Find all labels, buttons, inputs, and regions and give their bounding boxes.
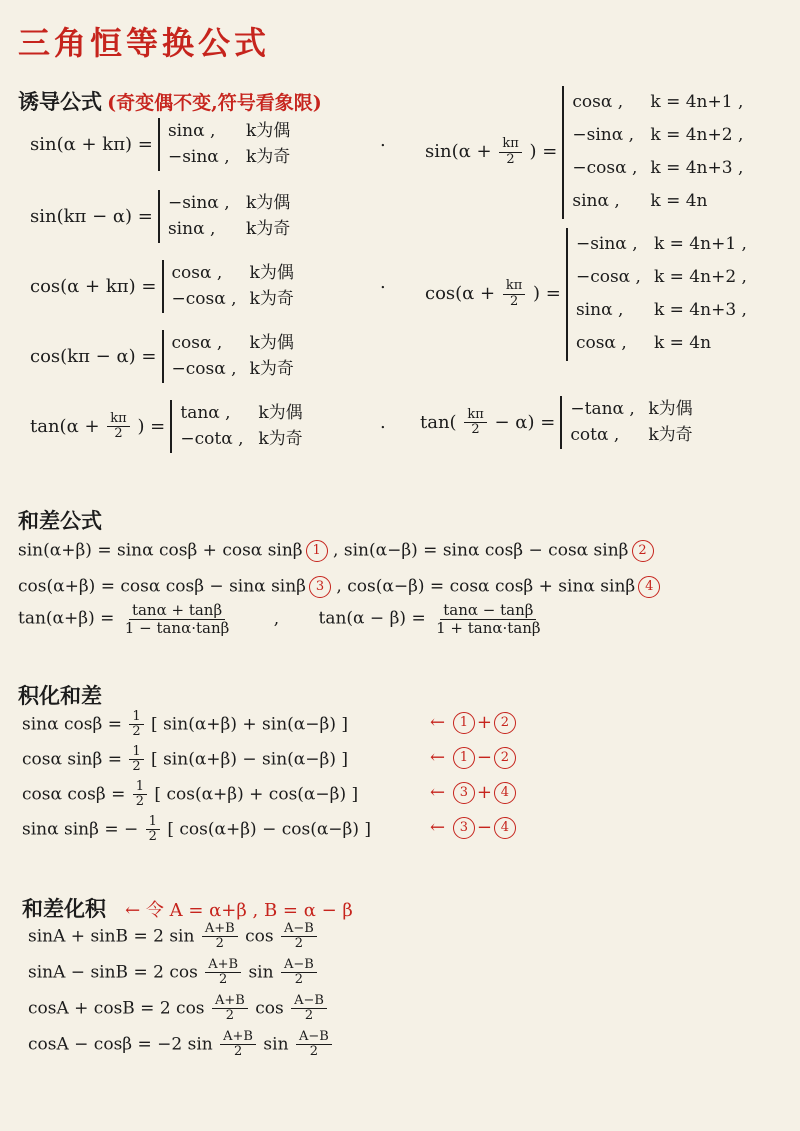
circled-number: 3: [453, 782, 475, 804]
fraction: [146, 815, 160, 845]
page-title: 三角恒等换公式: [18, 24, 271, 62]
case-brace: [562, 86, 743, 219]
fraction: [433, 602, 543, 636]
case-condition: k为偶: [245, 121, 291, 141]
case-condition: k = 4n+2 ,: [653, 267, 747, 288]
denominator: 1 + tanα·tanβ: [436, 618, 541, 637]
formula-lhs: cosα cosβ =: [22, 784, 126, 805]
induction-rule: (奇变偶不变,符号看象限): [107, 92, 322, 114]
denominator: 2: [132, 759, 141, 775]
formula-lhs: cosA − cosβ = −2 sin: [28, 1034, 213, 1055]
operator: +: [476, 712, 492, 733]
fraction: [205, 958, 241, 988]
case-condition: k为偶: [245, 193, 291, 213]
induction-heading: 诱导公式: [18, 89, 102, 114]
case-brace: [566, 228, 747, 361]
case-condition: k为偶: [249, 263, 294, 283]
formula-lhs: [30, 412, 165, 442]
sum-to-product-row: [28, 958, 319, 988]
circled-number: 3: [453, 817, 475, 839]
numerator: 1: [129, 710, 143, 725]
circled-number: 1: [306, 540, 328, 562]
case-brace: [170, 400, 302, 453]
numerator: 1: [133, 780, 147, 795]
separator: .: [380, 130, 386, 151]
denominator: 2: [135, 794, 145, 810]
numerator: kπ: [499, 137, 521, 152]
formula-rhs: [ cos(α+β) − cos(α−β) ]: [167, 819, 372, 840]
formula-sin-minus: , sin(α−β) = sinα cosβ − cosα sinβ: [333, 540, 629, 561]
fraction: [202, 922, 238, 952]
case-condition: k为奇: [245, 219, 291, 240]
case-value: −cosα ,: [572, 158, 638, 179]
numerator: A−B: [291, 994, 327, 1009]
sum-to-product-row: [28, 922, 319, 952]
lhs-part: ) =: [137, 415, 166, 437]
lhs-part: − α) =: [494, 411, 556, 433]
trig-function: cos: [245, 926, 274, 947]
lhs-part: ) =: [533, 283, 561, 305]
circled-number: 4: [638, 576, 660, 598]
numerator: tanα − tanβ: [440, 602, 536, 620]
operator: +: [476, 782, 492, 803]
case-value: −sinα ,: [575, 234, 638, 254]
case-brace: [162, 330, 294, 383]
formula-rhs: [ sin(α+β) − sin(α−β) ]: [151, 749, 349, 770]
circled-number: 2: [632, 540, 654, 562]
fraction: [129, 710, 143, 740]
circled-number: 1: [453, 747, 475, 769]
case-brace: [158, 190, 290, 243]
case-value: sinα ,: [575, 300, 624, 321]
lhs-part: sin(α +: [425, 141, 492, 163]
case-condition: k = 4n: [650, 191, 708, 212]
denominator: 2: [471, 421, 480, 437]
left-arrow-icon: ←: [430, 747, 446, 768]
induction-formula-tan-minus: [420, 396, 693, 449]
derivation-note: [430, 747, 518, 769]
fraction: [503, 279, 525, 309]
formula-lhs: sinA − sinB = 2 cos: [28, 962, 198, 983]
case-value: cosα ,: [572, 92, 624, 112]
circled-number: 4: [494, 817, 516, 839]
case-condition: k为奇: [249, 359, 294, 380]
case-condition: k = 4n: [653, 333, 712, 354]
induction-heading-line: [18, 86, 322, 116]
formula-lhs: [425, 137, 557, 167]
sum-to-product-heading-line: [22, 893, 353, 923]
fraction: [107, 412, 129, 442]
lhs-part: ) =: [529, 141, 558, 163]
denominator: 2: [215, 936, 224, 952]
case-value: sinα ,: [167, 121, 216, 141]
case-condition: k为偶: [258, 403, 303, 423]
case-value: −sinα ,: [167, 193, 230, 213]
case-value: cosα ,: [171, 333, 223, 353]
case-condition: k = 4n+3 ,: [653, 300, 747, 321]
numerator: A−B: [281, 922, 317, 937]
trig-function: sin: [263, 1034, 289, 1055]
induction-formula-cos-plus: [30, 260, 294, 313]
derivation-note: [430, 782, 518, 804]
case-value: −cosα ,: [575, 267, 641, 288]
case-value: −sinα ,: [572, 125, 635, 146]
numerator: A+B: [202, 922, 238, 937]
formula-cos-plus: cos(α+β) = cosα cosβ − sinα sinβ: [18, 576, 307, 597]
case-value: −cotα ,: [180, 429, 244, 450]
formula-lhs: sinα sinβ = −: [22, 819, 139, 840]
case-value: tanα ,: [180, 403, 231, 423]
denominator: 2: [225, 1008, 235, 1024]
case-value: −sinα ,: [167, 147, 230, 168]
trig-function: sin: [248, 962, 274, 983]
numerator: kπ: [464, 408, 486, 423]
sum-diff-cos-line: [18, 576, 660, 598]
sum-diff-tan-line: [18, 602, 546, 636]
case-value: cosα ,: [171, 263, 223, 283]
derivation-note: [430, 712, 518, 734]
numerator: A−B: [281, 958, 317, 973]
denominator: 2: [233, 1044, 243, 1060]
case-value: −cosα ,: [171, 359, 237, 380]
case-condition: k为奇: [648, 425, 693, 446]
fraction: [296, 1030, 332, 1060]
fraction: [464, 408, 486, 438]
case-brace: [158, 118, 290, 171]
case-value: sinα ,: [572, 191, 620, 212]
case-condition: k = 4n+1 ,: [653, 234, 747, 254]
separator: ,: [273, 608, 280, 629]
case-condition: k为偶: [249, 333, 294, 353]
fraction: [281, 958, 317, 988]
case-condition: k为奇: [249, 289, 294, 310]
formula-lhs: sinA + sinB = 2 sin: [28, 926, 195, 947]
formula-sin-plus: sin(α+β) = sinα cosβ + cosα sinβ: [18, 540, 303, 561]
numerator: 1: [129, 745, 143, 760]
formula-rhs: [ sin(α+β) + sin(α−β) ]: [151, 714, 349, 735]
denominator: 2: [148, 829, 157, 845]
operator: −: [476, 817, 492, 838]
product-to-sum-row: [22, 780, 358, 810]
operator: −: [476, 747, 492, 768]
formula-lhs: cos(α + kπ) =: [30, 275, 157, 297]
induction-formula-cos-minus: [30, 330, 294, 383]
formula-lhs: tan(α − β) =: [318, 608, 426, 629]
formula-lhs: [420, 408, 555, 438]
case-value: cotα ,: [570, 425, 620, 446]
numerator: A+B: [205, 958, 241, 973]
case-value: −cosα ,: [171, 289, 237, 310]
sum-diff-heading: 和差公式: [18, 508, 102, 533]
case-condition: k = 4n+2 ,: [650, 125, 744, 146]
formula-lhs: tan(α+β) =: [18, 608, 115, 629]
numerator: 1: [146, 815, 160, 830]
formula-lhs: cosA + cosB = 2 cos: [28, 998, 205, 1019]
left-arrow-icon: ←: [430, 712, 446, 733]
derivation-note: [430, 817, 518, 839]
numerator: A+B: [220, 1030, 256, 1045]
formula-cos-minus: , cos(α−β) = cosα cosβ + sinα sinβ: [336, 576, 636, 597]
formula-lhs: [425, 279, 561, 309]
sum-to-product-heading: 和差化积: [22, 896, 106, 921]
numerator: A+B: [212, 994, 248, 1009]
product-to-sum-row: [22, 815, 371, 845]
fraction: [220, 1030, 256, 1060]
circled-number: 3: [309, 576, 331, 598]
separator: .: [380, 412, 386, 433]
separator: .: [380, 272, 386, 293]
denominator: 2: [294, 936, 304, 952]
fraction: [281, 922, 317, 952]
denominator: 2: [114, 425, 123, 441]
case-condition: k为偶: [648, 399, 693, 419]
case-condition: k = 4n+3 ,: [650, 158, 744, 179]
denominator: 2: [509, 293, 519, 309]
induction-formula-sin-minus: [30, 190, 290, 243]
substitution-note: ← 令 A = α+β , B = α − β: [125, 900, 353, 921]
case-value: cosα ,: [575, 333, 627, 354]
formula-lhs: sin(kπ − α) =: [30, 205, 153, 227]
denominator: 2: [304, 1008, 314, 1024]
numerator: A−B: [296, 1030, 332, 1045]
denominator: 2: [309, 1044, 318, 1060]
denominator: 2: [506, 151, 515, 167]
fraction: [499, 137, 521, 167]
left-arrow-icon: ←: [430, 817, 446, 838]
formula-rhs: [ cos(α+β) + cos(α−β) ]: [154, 784, 359, 805]
product-to-sum-row: [22, 745, 348, 775]
case-brace: [162, 260, 294, 313]
case-brace: [560, 396, 692, 449]
circled-number: 1: [453, 712, 475, 734]
denominator: 2: [294, 972, 304, 988]
lhs-part: cos(α +: [425, 283, 496, 305]
numerator: kπ: [107, 412, 129, 427]
case-value: sinα ,: [167, 219, 216, 240]
fraction: [133, 780, 147, 810]
circled-number: 4: [494, 782, 516, 804]
denominator: 2: [132, 724, 141, 740]
fraction: [122, 602, 232, 636]
case-condition: k为奇: [258, 429, 303, 450]
denominator: 2: [218, 972, 228, 988]
formula-lhs: sinα cosβ =: [22, 714, 122, 735]
circled-number: 2: [494, 712, 516, 734]
product-to-sum-row: [22, 710, 348, 740]
case-condition: k为奇: [245, 147, 291, 168]
left-arrow-icon: ←: [430, 782, 446, 803]
numerator: tanα + tanβ: [129, 602, 225, 620]
numerator: kπ: [503, 279, 525, 294]
sum-to-product-row: [28, 1030, 334, 1060]
fraction: [129, 745, 143, 775]
induction-formula-cos-half: [425, 228, 747, 361]
sum-diff-sin-line: [18, 540, 654, 562]
product-to-sum-heading: 积化和差: [18, 683, 102, 708]
lhs-part: tan(α +: [30, 415, 100, 437]
case-value: −tanα ,: [570, 399, 635, 419]
fraction: [212, 994, 248, 1024]
trig-function: cos: [255, 998, 284, 1019]
formula-lhs: cos(kπ − α) =: [30, 345, 157, 367]
denominator: 1 − tanα·tanβ: [124, 618, 230, 637]
case-condition: k = 4n+1 ,: [650, 92, 744, 112]
induction-formula-tan-plus: [30, 400, 303, 453]
formula-lhs: cosα sinβ =: [22, 749, 122, 770]
induction-formula-sin-half: [425, 86, 743, 219]
fraction: [291, 994, 327, 1024]
lhs-part: tan(: [420, 411, 457, 433]
formula-lhs: sin(α + kπ) =: [30, 133, 153, 155]
sum-to-product-row: [28, 994, 329, 1024]
induction-formula-sin-plus: [30, 118, 290, 171]
circled-number: 2: [494, 747, 516, 769]
